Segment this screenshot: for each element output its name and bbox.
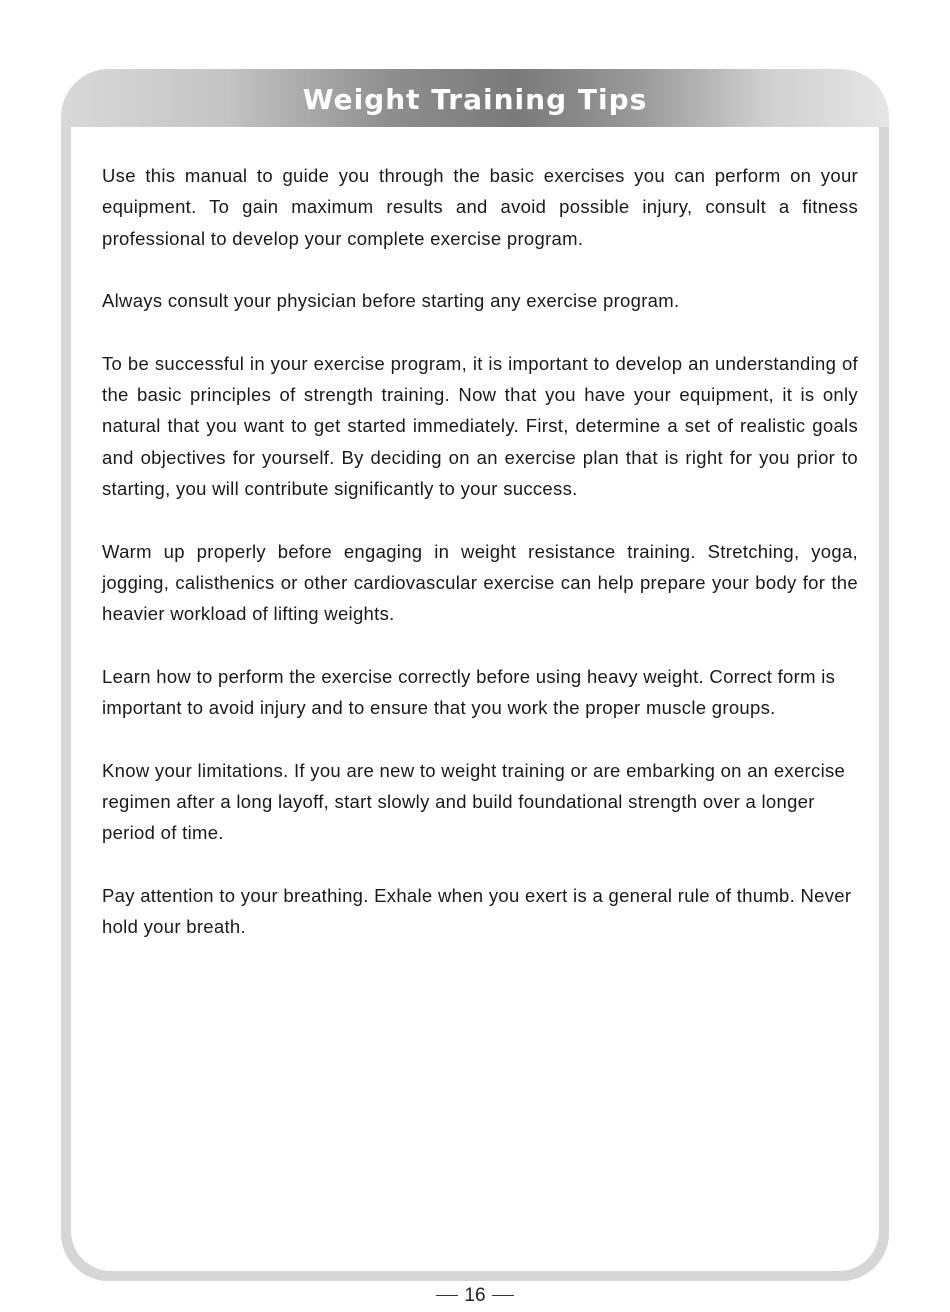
- paragraph-warm-up: Warm up properly before engaging in weight resistance training. Stretching, yoga, jogging, calisthenics or other cardiovascular exercise can help prepare your body for the heavier workload of lifting weights.: [102, 540, 858, 625]
- paragraph-breathing: Pay attention to your breathing. Exhale when you exert is a general rule of thumb. Never hold your breath.: [102, 884, 852, 938]
- paragraph-limitations: Know your limitations. If you are new to weight training or are embarking on an exercise regimen after a long layoff, start slowly and build foundational strength over a longer period of time.: [102, 759, 846, 844]
- dash-right: [492, 1295, 514, 1296]
- page-number-value: 16: [464, 1285, 486, 1306]
- paragraph-success: To be successful in your exercise program, it is important to develop an understanding of the basic principles of strength training. Now that you have your equipment, it is only natural that you want to get started immediately. First, determine a set of realistic goals and objectives for yourself. By deciding on an exercise plan that is right for you prior to starting, you will contribute significantly to your success.: [102, 352, 858, 499]
- paragraph-form: Learn how to perform the exercise correctly before using heavy weight. Correct form is important to avoid injury and to ensure that you work the proper muscle groups.: [102, 665, 836, 719]
- paragraph-intro: Use this manual to guide you through the basic exercises you can perform on your equipment. To gain maximum results and avoid possible injury, consult a fitness professional to develop your complete exercise program.: [102, 165, 858, 249]
- paragraph-consult-physician: Always consult your physician before starting any exercise program.: [102, 290, 680, 312]
- body-text: [102, 160, 858, 974]
- page-number: [0, 1284, 950, 1308]
- page-title: Weight Training Tips: [302, 83, 648, 116]
- dash-left: [436, 1295, 458, 1296]
